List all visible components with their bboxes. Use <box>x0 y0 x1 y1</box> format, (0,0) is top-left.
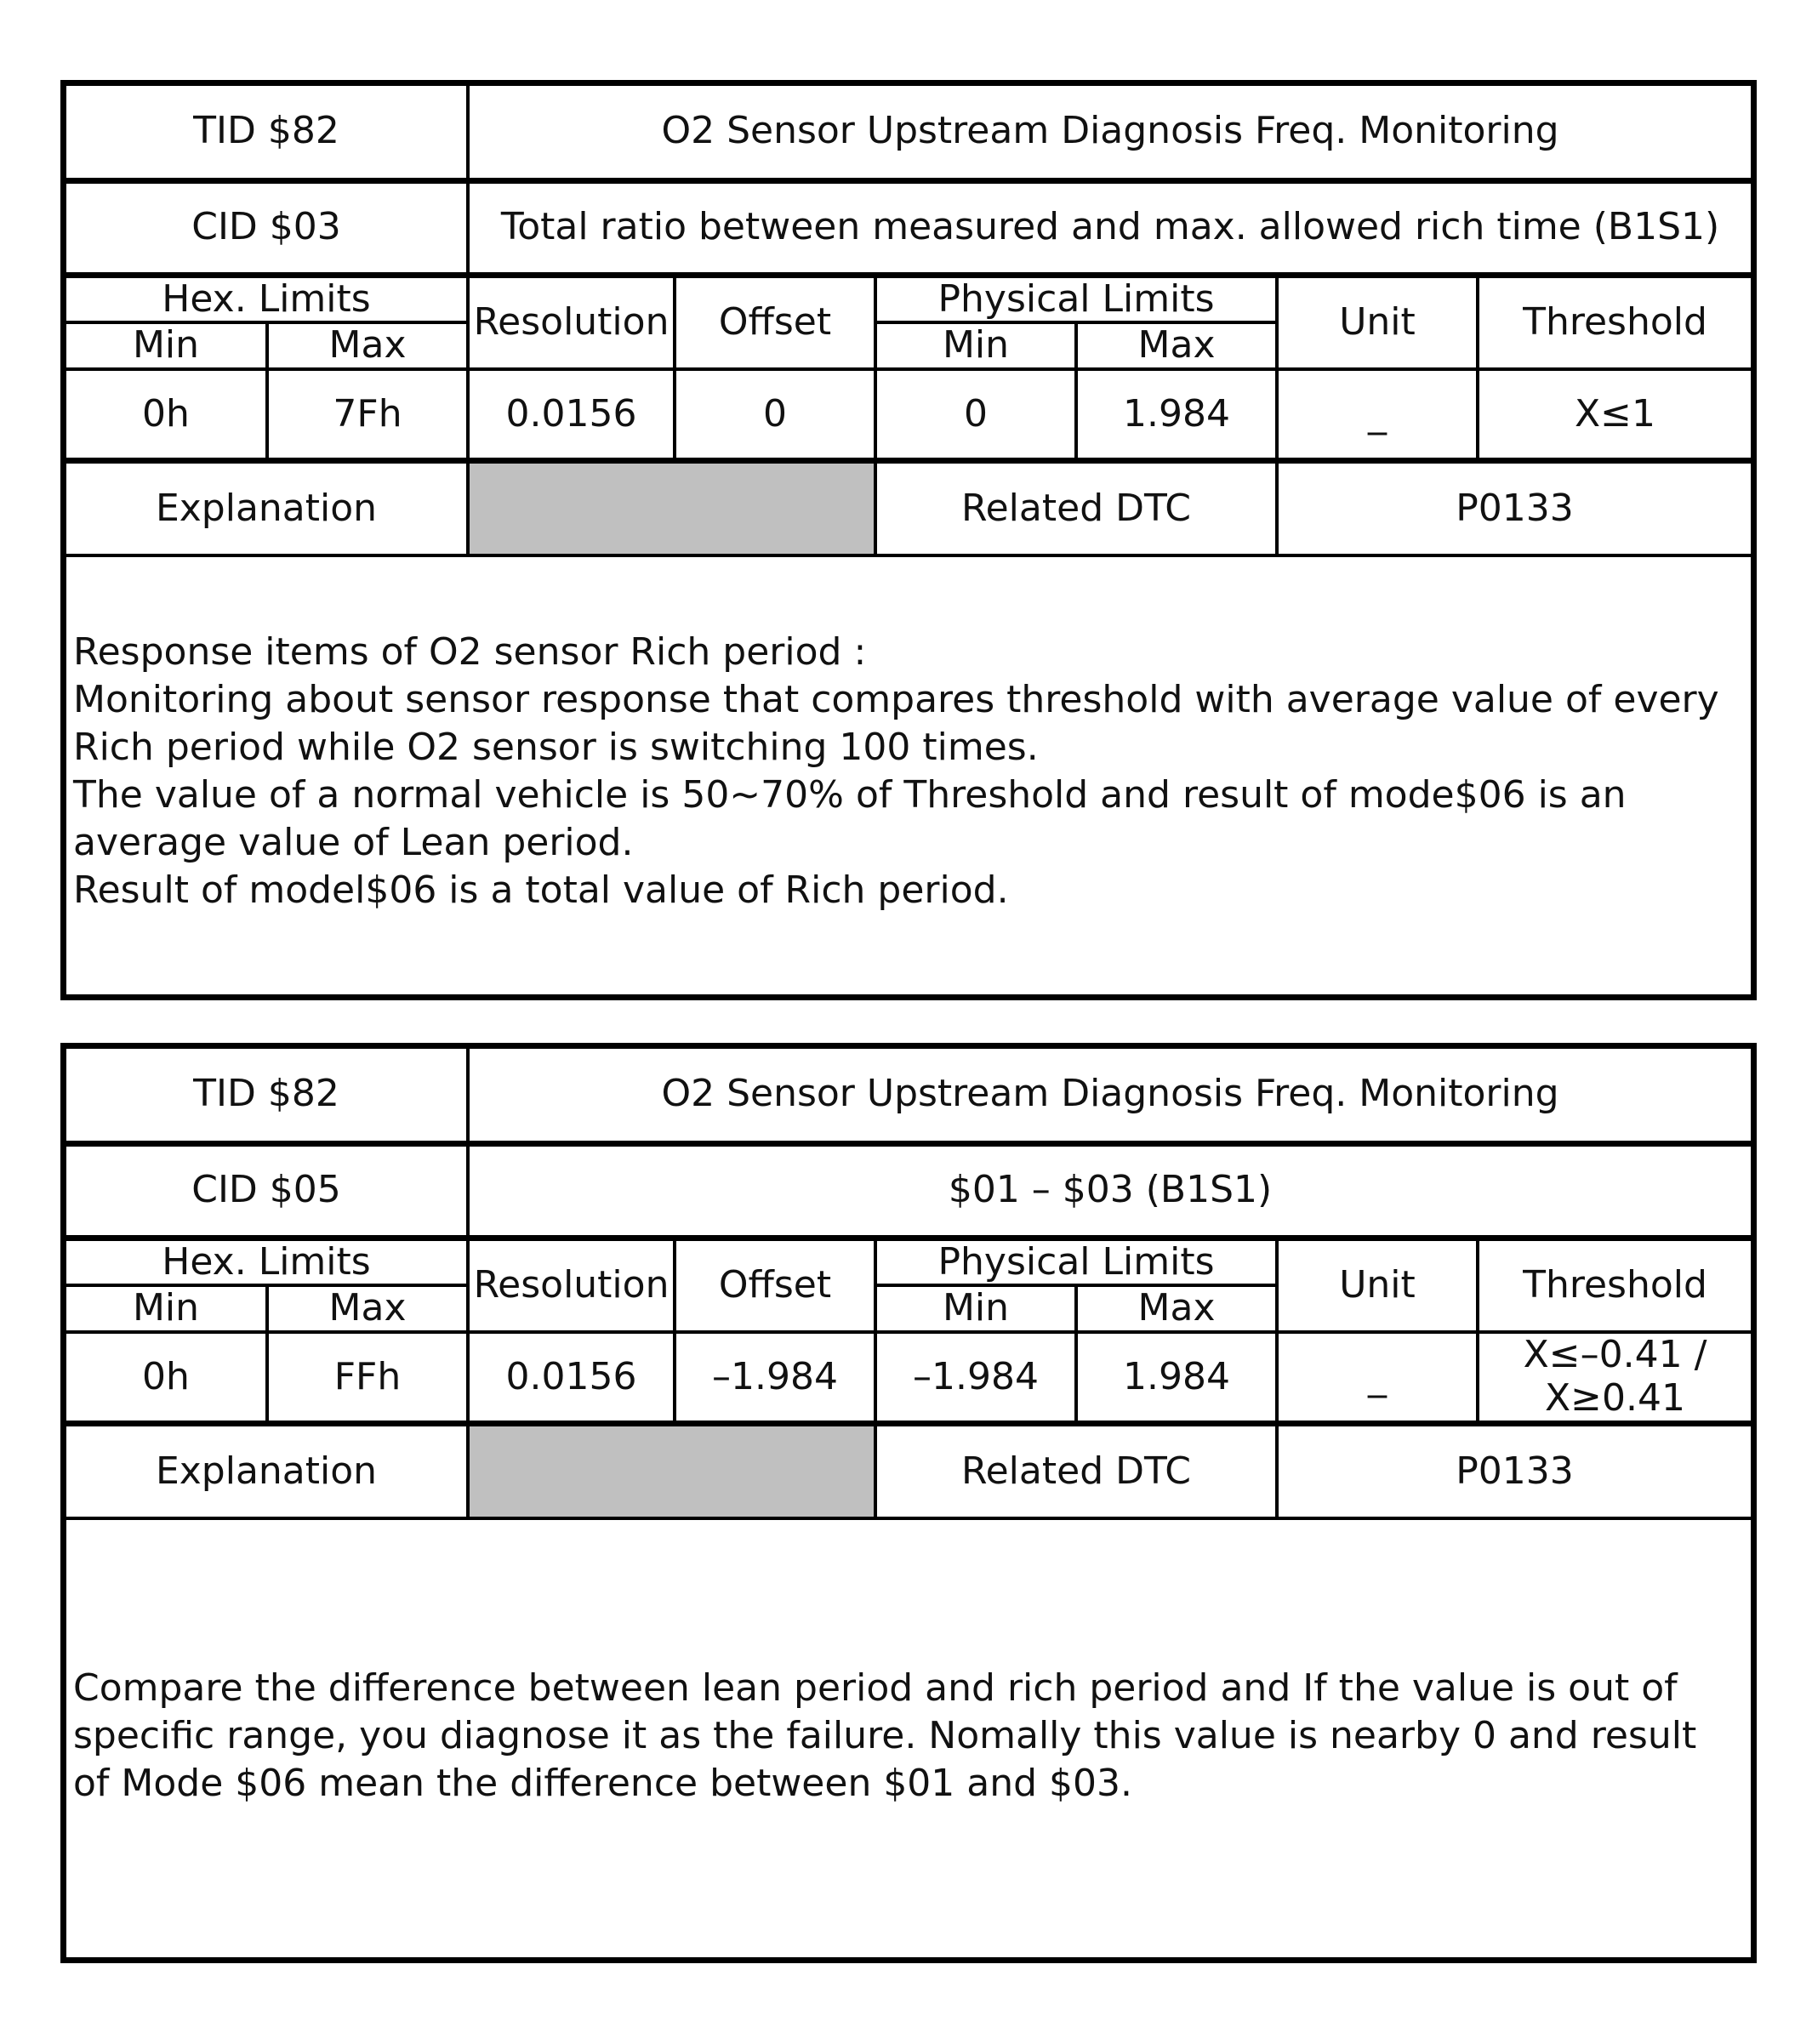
offset-value: 0 <box>675 369 875 461</box>
hex-min-value: 0h <box>66 1332 267 1424</box>
monitor-block-cid-05 <box>60 1043 1757 1963</box>
tid-label: TID $82 <box>66 86 468 180</box>
hex-max-value: FFh <box>267 1332 468 1424</box>
hex-min-header: Min <box>66 322 267 369</box>
threshold-line-1: X≤1 <box>1575 391 1656 436</box>
threshold-value <box>1478 1332 1751 1424</box>
phys-max-value: 1.984 <box>1076 369 1277 461</box>
unit-value: _ <box>1277 369 1478 461</box>
threshold-line-1: X≤–0.41 / <box>1523 1333 1707 1377</box>
tid-description: O2 Sensor Upstream Diagnosis Freq. Monitoring <box>468 86 1751 180</box>
spec-table <box>66 1049 1751 1520</box>
blank-gray-cell <box>468 1424 875 1518</box>
cid-label: CID $03 <box>66 180 468 275</box>
unit-value: _ <box>1277 1332 1478 1424</box>
explanation-label: Explanation <box>66 461 468 555</box>
phys-min-value: –1.984 <box>875 1332 1076 1424</box>
unit-header: Unit <box>1277 1238 1478 1332</box>
hex-min-value: 0h <box>66 369 267 461</box>
resolution-header: Resolution <box>468 1238 675 1332</box>
offset-value: –1.984 <box>675 1332 875 1424</box>
cid-label: CID $05 <box>66 1143 468 1238</box>
related-dtc-value: P0133 <box>1277 1424 1751 1518</box>
resolution-header: Resolution <box>468 275 675 369</box>
cid-description: $01 – $03 (B1S1) <box>468 1143 1751 1238</box>
phys-min-header: Min <box>875 322 1076 369</box>
resolution-value: 0.0156 <box>468 1332 675 1424</box>
threshold-header: Threshold <box>1478 1238 1751 1332</box>
explanation-line: Response items of O2 sensor Rich period : <box>73 629 867 674</box>
phys-min-header: Min <box>875 1285 1076 1332</box>
threshold-line-2: X≥0.41 <box>1545 1375 1685 1420</box>
hex-max-header: Max <box>267 322 468 369</box>
threshold-header: Threshold <box>1478 275 1751 369</box>
hex-limits-header: Hex. Limits <box>66 275 468 322</box>
related-dtc-value: P0133 <box>1277 461 1751 555</box>
hex-max-header: Max <box>267 1285 468 1332</box>
threshold-value <box>1478 369 1751 461</box>
spec-table <box>66 86 1751 557</box>
explanation-line: Result of model$06 is a total value of Rich period. <box>73 868 1009 912</box>
hex-limits-header: Hex. Limits <box>66 1238 468 1285</box>
tid-description: O2 Sensor Upstream Diagnosis Freq. Monitoring <box>468 1049 1751 1143</box>
cid-description: Total ratio between measured and max. allowed rich time (B1S1) <box>468 180 1751 275</box>
unit-header: Unit <box>1277 275 1478 369</box>
phys-min-value: 0 <box>875 369 1076 461</box>
physical-limits-header: Physical Limits <box>875 1238 1277 1285</box>
offset-header: Offset <box>675 275 875 369</box>
hex-min-header: Min <box>66 1285 267 1332</box>
phys-max-header: Max <box>1076 322 1277 369</box>
explanation-text <box>66 1520 1751 1808</box>
monitor-block-cid-03 <box>60 80 1757 1000</box>
explanation-text <box>66 557 1751 914</box>
explanation-line: The value of a normal vehicle is 50~70% of Threshold and result of mode$06 is an average value of Lean period. <box>73 772 1627 864</box>
hex-max-value: 7Fh <box>267 369 468 461</box>
explanation-line: Monitoring about sensor response that compares threshold with average value of every Rich period while O2 sensor is switching 100 times. <box>73 677 1719 769</box>
related-dtc-label: Related DTC <box>875 461 1277 555</box>
resolution-value: 0.0156 <box>468 369 675 461</box>
physical-limits-header: Physical Limits <box>875 275 1277 322</box>
phys-max-header: Max <box>1076 1285 1277 1332</box>
explanation-line: Compare the difference between lean period and rich period and If the value is out of specific range, you diagnose it as the failure. Nomally this value is nearby 0 and result of Mode $06 mean the difference between $01 and $03. <box>73 1665 1697 1805</box>
explanation-label: Explanation <box>66 1424 468 1518</box>
related-dtc-label: Related DTC <box>875 1424 1277 1518</box>
offset-header: Offset <box>675 1238 875 1332</box>
phys-max-value: 1.984 <box>1076 1332 1277 1424</box>
tid-label: TID $82 <box>66 1049 468 1143</box>
blank-gray-cell <box>468 461 875 555</box>
